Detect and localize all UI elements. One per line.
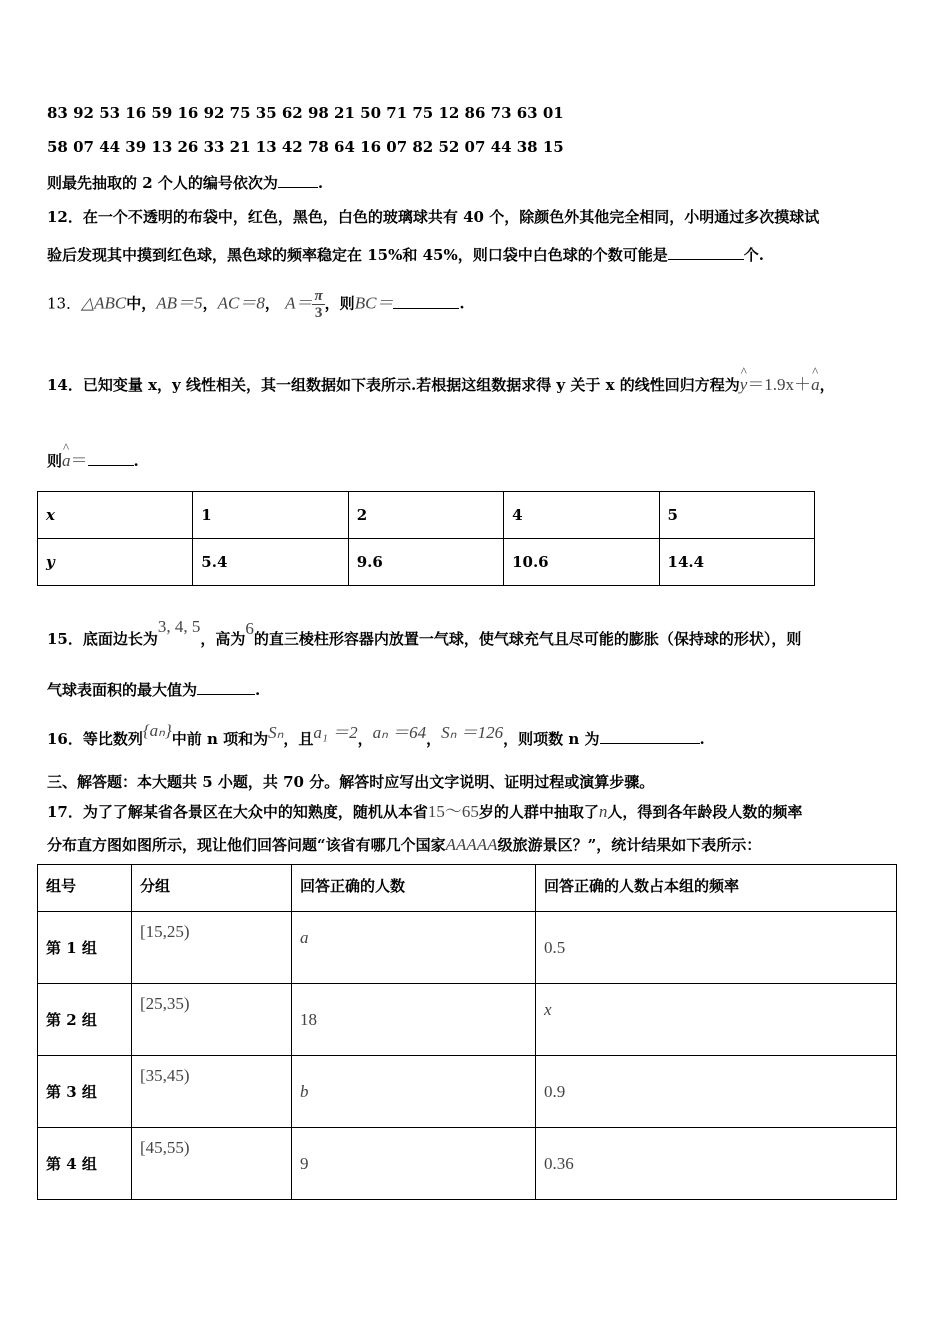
y-label: y	[38, 539, 193, 586]
q17-part2: 岁的人群中抽取了	[478, 803, 599, 821]
q11-tail-text: 则最先抽取的 2 个人的编号依次为	[47, 174, 278, 192]
answer-blank	[278, 173, 318, 188]
table-row-x	[38, 492, 815, 539]
y-value: 9.6	[348, 539, 503, 586]
q12-line2	[47, 244, 764, 265]
header-range: 分组	[132, 865, 292, 912]
q16-an: {aₙ}	[142, 721, 172, 740]
q16-part3: ，且	[283, 730, 314, 748]
q13-sep1: ，	[202, 294, 218, 313]
q15-part2: ，高为	[200, 630, 246, 648]
q13-sep2: ，	[264, 294, 280, 313]
q15-sides: 3, 4, 5	[157, 617, 201, 636]
q13-ab: AB＝5	[156, 293, 203, 313]
random-number-row-2: 58 07 44 39 13 26 33 21 13 42 78 64 16 07 82 52 07 44 38 15	[47, 138, 564, 156]
q14-a-hat-2: ^ a	[62, 451, 71, 471]
q17-results-table	[37, 864, 897, 1200]
table-header-row	[38, 865, 897, 912]
q13: 13．△ABC中，AB＝5，AC＝8， A＝ $\frac{\pi}{3}$ ，则BC＝ .	[47, 288, 465, 321]
answer-blank	[197, 680, 255, 695]
q15-line2: 气球表面积的最大值为 .	[47, 681, 261, 699]
table-row	[38, 1056, 897, 1128]
q16-a1: a₁ ＝2	[313, 723, 358, 742]
q13-ze: ，则	[324, 294, 355, 313]
q16-c2: ，	[426, 730, 442, 748]
correct-count: a	[292, 912, 536, 984]
group-label: 第 3 组	[38, 1056, 132, 1128]
q13-ac: AC＝8	[217, 293, 265, 313]
q17-part1: 17．为了了解某省各景区在大众中的知熟度，随机从本省	[47, 803, 428, 821]
answer-blank	[668, 245, 744, 260]
group-range: [15,25)	[132, 912, 292, 984]
q14-line1	[47, 370, 835, 395]
q13-zhong: 中，	[126, 294, 157, 313]
q14-a-hat: ^ a	[811, 375, 820, 395]
q17-line1	[47, 797, 802, 822]
correct-frequency: 0.9	[536, 1056, 897, 1128]
q17-line2a: 分布直方图如图所示，现让他们回答问题“该省有哪几个国家	[47, 836, 446, 854]
answer-blank	[600, 729, 700, 744]
q17-n: n	[598, 802, 608, 821]
q15-line2-text: 气球表面积的最大值为	[47, 681, 198, 699]
x-value: 1	[193, 492, 348, 539]
q16: 16．等比数列{aₙ}中前 n 项和为Sₙ，且a₁ ＝2，aₙ ＝64，Sₙ ＝126，则项数 n 为 .	[47, 721, 705, 748]
q17-line2	[47, 834, 761, 855]
group-range: [35,45)	[132, 1056, 292, 1128]
q13-a-eq: A＝	[285, 293, 313, 313]
correct-count: b	[292, 1056, 536, 1128]
q15-part3: 的直三棱柱形容器内放置一气球，使气球充气且尽可能的膨胀（保持球的形状），则	[253, 630, 802, 648]
correct-count: 18	[292, 984, 536, 1056]
section-3-heading: 三、解答题：本大题共 5 小题，共 70 分。解答时应写出文字说明、证明过程或演算步骤。	[47, 773, 655, 791]
correct-count: 9	[292, 1128, 536, 1200]
q11-tail: 则最先抽取的 2 个人的编号依次为 .	[47, 174, 324, 192]
q15-part1: 15．底面边长为	[47, 630, 158, 648]
header-group-number: 组号	[38, 865, 132, 912]
random-number-row-1: 83 92 53 16 59 16 92 75 35 62 98 21 50 71 75 12 86 73 63 01	[47, 104, 564, 122]
q17-line2b: 级旅游景区？”，统计结果如下表所示：	[497, 836, 762, 854]
q13-bc: BC＝	[354, 293, 394, 313]
q13-triangle: △ABC	[81, 293, 127, 313]
q16-part4: ，则项数 n 为	[503, 730, 600, 748]
q12-line1: 12．在一个不透明的布袋中，红色，黑色，白色的玻璃球共有 40 个，除颜色外其他完全相同，小明通过多次摸球试	[47, 208, 820, 226]
q14-ze: 则	[47, 452, 63, 470]
q17-range: 15～65	[427, 802, 479, 821]
group-range: [45,55)	[132, 1128, 292, 1200]
x-value: 5	[659, 492, 814, 539]
q16-an64: aₙ ＝64	[372, 723, 427, 742]
x-value: 2	[348, 492, 503, 539]
q12-line2-text: 验后发现其中摸到红色球，黑色球的频率稳定在 15%和 45%，则口袋中白色球的个数可能是	[47, 246, 668, 264]
table-row	[38, 912, 897, 984]
q14-eq-mid: ＝1.9x＋	[747, 375, 812, 394]
group-range: [25,35)	[132, 984, 292, 1056]
correct-frequency: 0.36	[536, 1128, 897, 1200]
y-value: 5.4	[193, 539, 348, 586]
q13-three: 3	[314, 305, 323, 321]
q16-part2: 中前 n 项和为	[171, 730, 269, 748]
q14-y-hat: ^ y	[740, 375, 748, 395]
q17-aaaaa: AAAAA	[445, 835, 498, 854]
q14-eq2: ＝	[70, 451, 88, 470]
table-row-y	[38, 539, 815, 586]
answer-blank	[393, 294, 459, 309]
x-label: x	[38, 492, 193, 539]
header-correct-frequency: 回答正确的人数占本组的频率	[536, 865, 897, 912]
group-label: 第 2 组	[38, 984, 132, 1056]
table-row	[38, 1128, 897, 1200]
x-value: 4	[504, 492, 659, 539]
q16-part1: 16．等比数列	[47, 730, 143, 748]
header-correct-count: 回答正确的人数	[292, 865, 536, 912]
q13-number: 13．	[47, 294, 82, 313]
correct-frequency: x	[536, 984, 897, 1056]
group-label: 第 4 组	[38, 1128, 132, 1200]
q16-c1: ，	[357, 730, 373, 748]
answer-blank	[88, 451, 134, 466]
correct-frequency: 0.5	[536, 912, 897, 984]
q17-part3: 人，得到各年龄段人数的频率	[607, 803, 803, 821]
q13-fraction	[312, 288, 324, 321]
q15-height: 6	[245, 619, 254, 638]
q14-data-table	[37, 491, 815, 586]
q15-line1	[47, 617, 802, 649]
q13-pi: π	[314, 288, 323, 304]
q14-line2: 则^ a＝ .	[47, 446, 139, 471]
q12-unit: 个.	[743, 246, 764, 264]
q14-text: 14．已知变量 x，y 线性相关，其一组数据如下表所示.若根据这组数据求得 y 关于 x 的线性回归方程为	[47, 376, 740, 394]
table-row	[38, 984, 897, 1056]
group-label: 第 1 组	[38, 912, 132, 984]
y-value: 14.4	[659, 539, 814, 586]
q16-sn: Sₙ	[268, 723, 284, 742]
q16-sn126: Sₙ ＝126	[441, 723, 504, 742]
q14-comma: ，	[819, 376, 835, 394]
y-value: 10.6	[504, 539, 659, 586]
